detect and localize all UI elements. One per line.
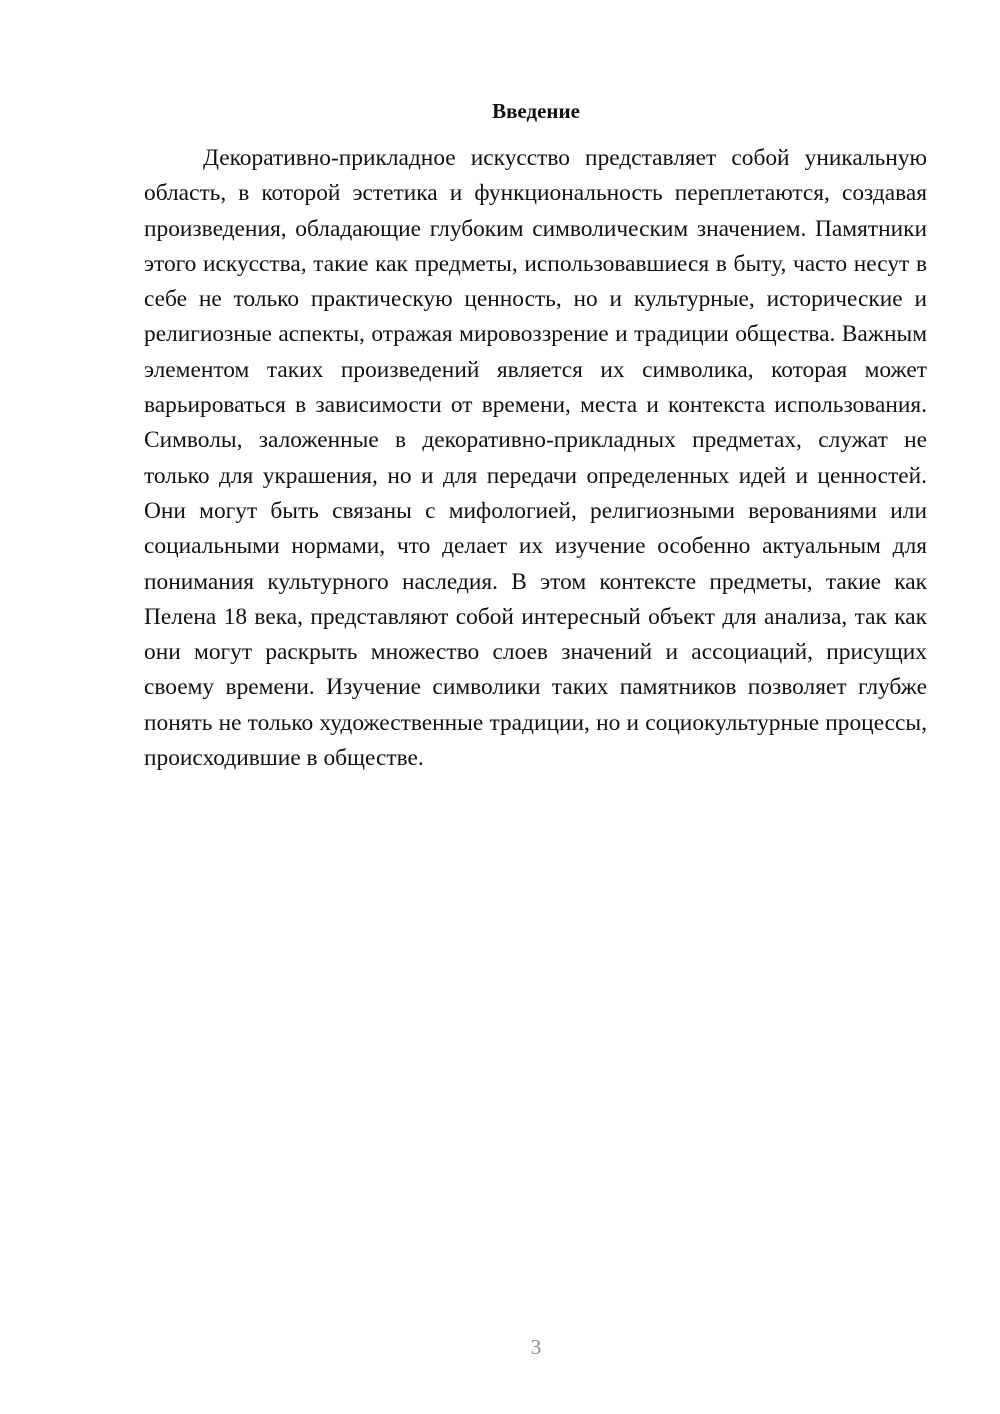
page-number: 3 bbox=[530, 1335, 542, 1359]
body-paragraph: Декоративно-прикладное искусство представляет собой уникальную область, в которой эстетика и функциональность переплетаются, создавая произведения, обладающие глубоким символическим значением. Памятники этого искусства, такие как предметы, использовавшиеся в быту, часто несут в себе не только практическую ценность, но и культурные, исторические и религиозные аспекты, отражая мировоззрение и традиции общества. Важным элементом таких произведений является их символика, которая может варьироваться в зависимости от времени, места и контекста использования. Символы, заложенные в декоративно-прикладных предметах, служат не только для украшения, но и для передачи определенных идей и ценностей. Они могут быть связаны с мифологией, религиозными верованиями или социальными нормами, что делает их изучение особенно актуальным для понимания культурного наследия. В этом контексте предметы, такие как Пелена 18 века, представляют собой интересный объект для анализа, так как они могут раскрыть множество слоев значений и ассоциаций, присущих своему времени. Изучение символики таких памятников позволяет глубже понять не только художественные традиции, но и социокультурные процессы, происходившие в обществе. bbox=[144, 145, 927, 772]
section-heading: Введение bbox=[492, 99, 580, 123]
